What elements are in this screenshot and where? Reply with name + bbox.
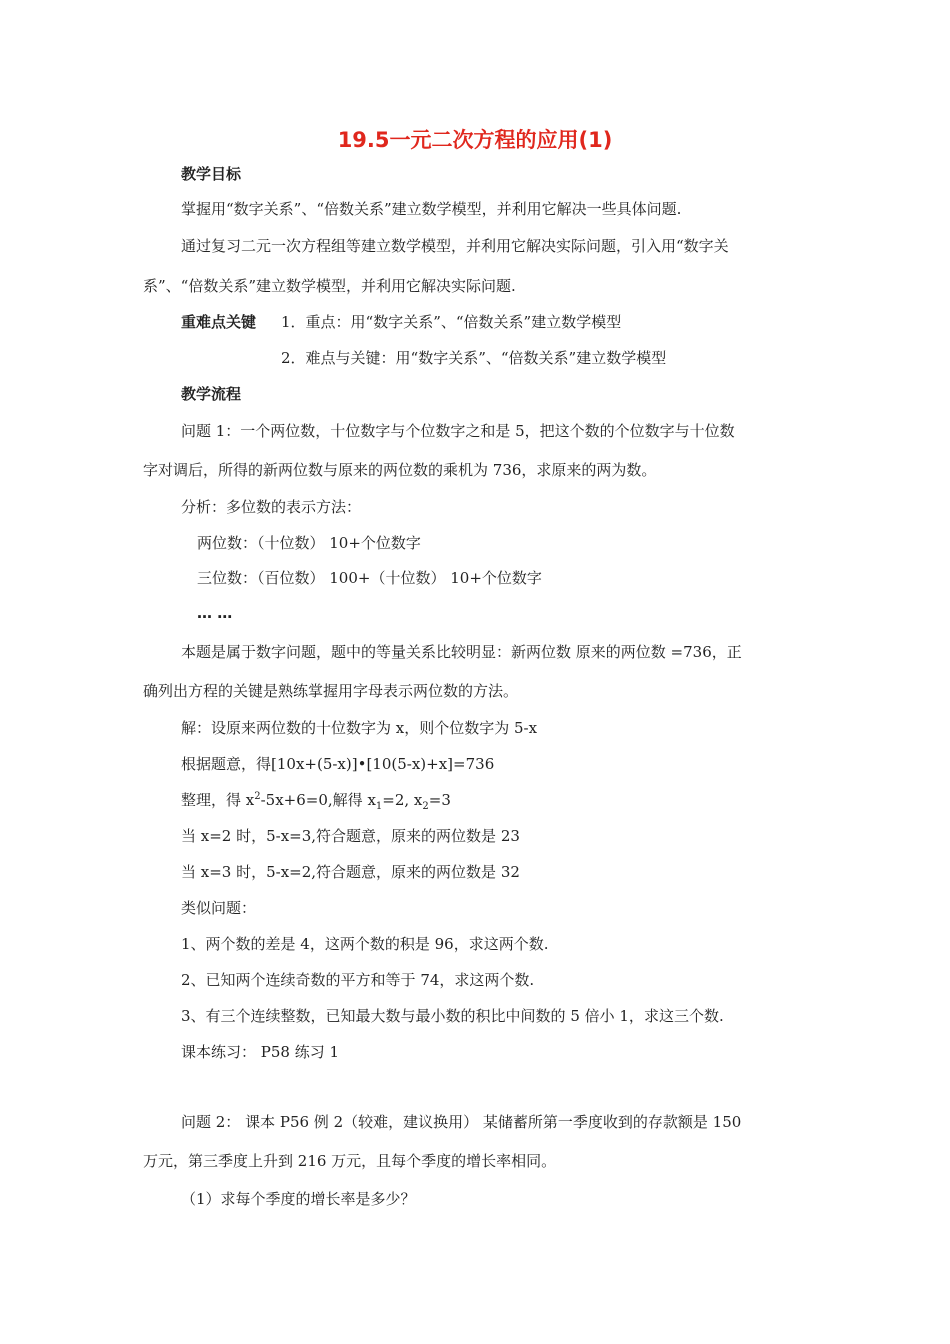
solution-3-part-a: 整理，得 x — [181, 791, 255, 809]
similar-problem-2: 2、已知两个连续奇数的平方和等于 74，求这两个数. — [181, 971, 535, 989]
process-heading: 教学流程 — [181, 385, 242, 403]
solution-line-3 — [181, 789, 451, 811]
note-line-1: 本题是属于数字问题，题中的等量关系比较明显：新两位数 原来的两位数 =736，正 — [181, 643, 742, 661]
solution-3-part-c: =2, x — [382, 791, 423, 809]
page-title: 19.5一元二次方程的应用(1) — [337, 128, 613, 152]
similar-problem-3: 3、有三个连续整数，已知最大数与最小数的积比中间数的 5 倍小 1，求这三个数. — [181, 1007, 724, 1025]
goals-heading: 教学目标 — [181, 165, 242, 183]
goals-line-1: 掌握用“数字关系”、“倍数关系”建立数学模型，并利用它解决一些具体问题. — [181, 200, 682, 218]
solution-line-4: 当 x=2 时，5-x=3,符合题意，原来的两位数是 23 — [181, 827, 520, 845]
problem2-line-2: 万元，第三季度上升到 216 万元，且每个季度的增长率相同。 — [143, 1152, 557, 1170]
analysis-line: 分析：多位数的表示方法： — [181, 498, 362, 516]
subscript-1: 1 — [375, 801, 383, 812]
two-digit-line: 两位数：（十位数） 10+个位数字 — [197, 534, 421, 552]
similar-heading: 类似问题： — [181, 899, 257, 917]
goals-line-2: 通过复习二元一次方程组等建立数学模型，并利用它解决实际问题，引入用“数字关 — [181, 237, 729, 255]
solution-line-1: 解：设原来两位数的十位数字为 x，则个位数字为 5-x — [181, 719, 538, 737]
subscript-2: 2 — [422, 801, 429, 812]
problem2-line-1: 问题 2： 课本 P56 例 2（较难，建议换用） 某储蓄所第一季度收到的存款额是 150 — [181, 1113, 742, 1131]
key-points-heading: 重难点关键 — [181, 313, 257, 331]
solution-line-2: 根据题意，得[10x+(5-x)]•[10(5-x)+x]=736 — [181, 755, 495, 773]
exponent: 2 — [254, 791, 261, 802]
problem1-line-1: 问题 1：一个两位数，十位数字与个位数字之和是 5，把这个数的个位数字与十位数 — [181, 422, 735, 440]
problem1-line-2: 字对调后，所得的新两位数与原来的两位数的乘机为 736，求原来的两为数。 — [143, 461, 657, 479]
problem2-question-1: （1）求每个季度的增长率是多少？ — [181, 1190, 416, 1208]
solution-3-part-d: =3 — [428, 791, 451, 809]
goals-line-3: 系”、“倍数关系”建立数学模型，并利用它解决实际问题. — [143, 277, 516, 295]
solution-3-part-b: -5x+6=0,解得 x — [260, 791, 376, 809]
ellipsis-line: … … — [197, 604, 233, 622]
key-point-2: 2．难点与关键：用“数字关系”、“倍数关系”建立数学模型 — [281, 349, 667, 367]
solution-line-5: 当 x=3 时，5-x=2,符合题意，原来的两位数是 32 — [181, 863, 520, 881]
key-point-1: 1．重点：用“数字关系”、“倍数关系”建立数学模型 — [281, 313, 622, 331]
textbook-exercise: 课本练习： P58 练习 1 — [181, 1043, 340, 1061]
note-line-2: 确列出方程的关键是熟练掌握用字母表示两位数的方法。 — [143, 682, 519, 700]
three-digit-line: 三位数：（百位数） 100+（十位数） 10+个位数字 — [197, 569, 542, 587]
similar-problem-1: 1、两个数的差是 4，这两个数的积是 96，求这两个数. — [181, 935, 549, 953]
